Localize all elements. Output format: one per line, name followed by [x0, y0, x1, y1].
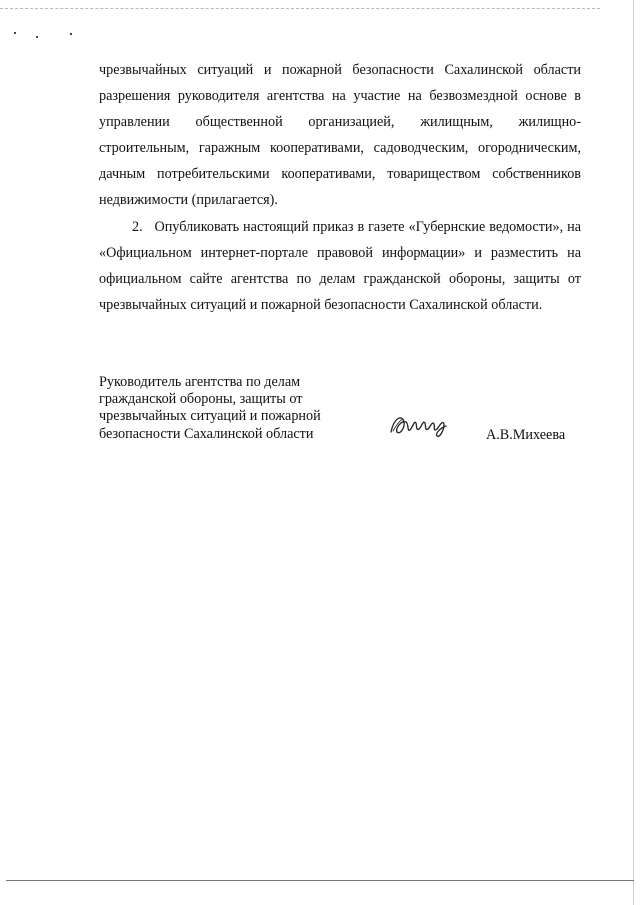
scan-speck: [70, 33, 72, 35]
scan-edge-bottom: [6, 880, 634, 881]
scan-edge-top: [0, 8, 600, 9]
signatory-position-line: гражданской обороны, защиты от: [99, 391, 303, 408]
signatory-position-line: чрезвычайных ситуаций и пожарной: [99, 408, 321, 425]
paragraph-item-2: 2. Опубликовать настоящий приказ в газете «Губернские ведомости», на «Официальном интернет-портале правовой информации» и разместить на официальном сайте агентства по делам гражданской обороны, защиты от чрезвычайных ситуаций и пожарной безопасности Сахалинской области.: [99, 218, 581, 313]
signatory-position-line: Руководитель агентства по делам: [99, 374, 301, 390]
signatory-position: [99, 374, 349, 443]
scan-speck: [14, 32, 16, 34]
signatory-position-line: безопасности Сахалинской области: [99, 425, 314, 442]
handwritten-signature: [388, 408, 452, 442]
scan-edge-right: [633, 0, 634, 905]
scan-speck: [36, 36, 38, 38]
paragraph-continuation: чрезвычайных ситуаций и пожарной безопасности Сахалинской области разрешения руководителя агентства на участие на безвозмездной основе в управлении общественной организацией, жилищным, жилищно-строительным, гаражным кооперативами, садоводческим, огородническим, дачным потребительскими кооперативами, товариществом собственников недвижимости (прилагается).: [99, 62, 581, 209]
signer-name: А.В.Михеева: [486, 427, 566, 443]
document-body: [99, 57, 581, 318]
